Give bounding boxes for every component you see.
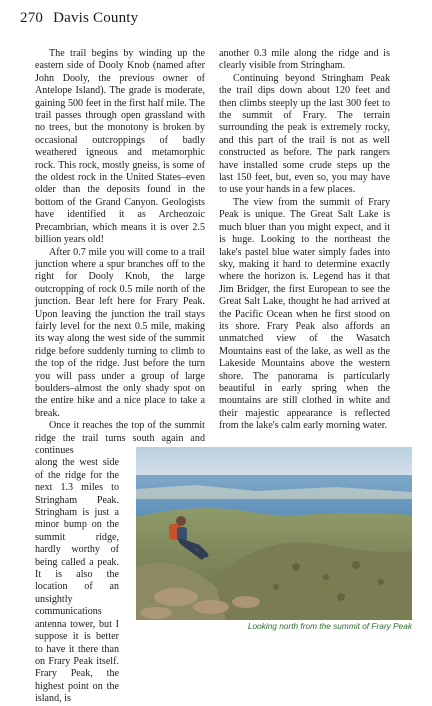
paragraph: The view from the summit of Frary Peak is unique. The Great Salt Lake is much bluer than you might expect, and it is huge. Looking to the northeast the lake's pastel blue water simply fades into sky, making it hard to determine exactly where the horizon is. Legend has it that Jim Bridger, the first European to see the Great Salt Lake, thought he had arrived at the Pacific Ocean when he first stood on its shore. Frary Peak also affords an unmatched view of the Wasatch Mountains east of the lake, as well as the Lakeside Mountains above the western shore. The panorama is particularly beautiful in early spring when the mountains are still clothed in white and their majestic appearance is reflected from the lake's calm early morning water. — [219, 196, 390, 432]
running-header — [20, 10, 138, 27]
paragraph: another 0.3 mile along the ridge and is clearly visible from Stringham. — [219, 48, 390, 72]
right-column — [219, 48, 390, 433]
page-number: 270 — [20, 10, 44, 26]
paragraph: Continuing beyond Stringham Peak the trail dips down about 120 feet and then climbs steeply up the last 300 feet to the summit of Frary. The terrain surrounding the peak is extremely rocky, and this part of the trail is not as well constructed as before. The park rangers have installed some crude steps up the last 150 feet, but, even so, you may have to use your hands in a few places. — [219, 72, 390, 196]
photo-caption: Looking north from the summit of Frary Peak — [247, 621, 412, 631]
paragraph: Once it reaches the top of the summit ridge the trail turns south again and continues — [35, 420, 205, 456]
summit-photo — [136, 447, 412, 620]
paragraph: After 0.7 mile you will come to a trail junction where a spur branches off to the right for Dooly Knob, the large outcropping of rock 0.5 mile north of the junction. Bear left here for Frary Peak. Upon leaving the junction the trail stays fairly level for the next 0.5 mile, making its way along the west side of the summit ridge before suddenly turning to climb to the top of the ridge. Just before the turn you will pass under a group of large boulders–almost the only shady spot on the entire hike and a nice place to take a break. — [35, 246, 205, 419]
chapter-title: Davis County — [53, 10, 139, 26]
paragraph: The trail begins by winding up the eastern side of Dooly Knob (named after John Dooly, the previous owner of Antelope Island). The grade is moderate, gaining 500 feet in the first half mile. The trail passes through open grassland with no trees, but the monotony is broken by occasional outcroppings of badly weathered igneous and metamorphic rock. This rock, mostly gneiss, is some of the oldest rock in the United States–even older than the deposits found in the bottom of the Grand Canyon. Geologists have identified it as Archeozoic Precambrian, which means it is over 2.5 billion years old! — [35, 48, 205, 246]
photo-illustration — [136, 447, 412, 620]
paragraph-wrapped: along the west side of the ridge for the next 1.3 miles to Stringham Peak. Stringham is just a minor bump on the summit ridge, hardly worthy of being called a peak. It is also the location of an unsightly communications antenna tower, but I suppose it is better to have it there than on Frary Peak itself. Frary Peak, the highest point on the island, is — [35, 457, 119, 705]
